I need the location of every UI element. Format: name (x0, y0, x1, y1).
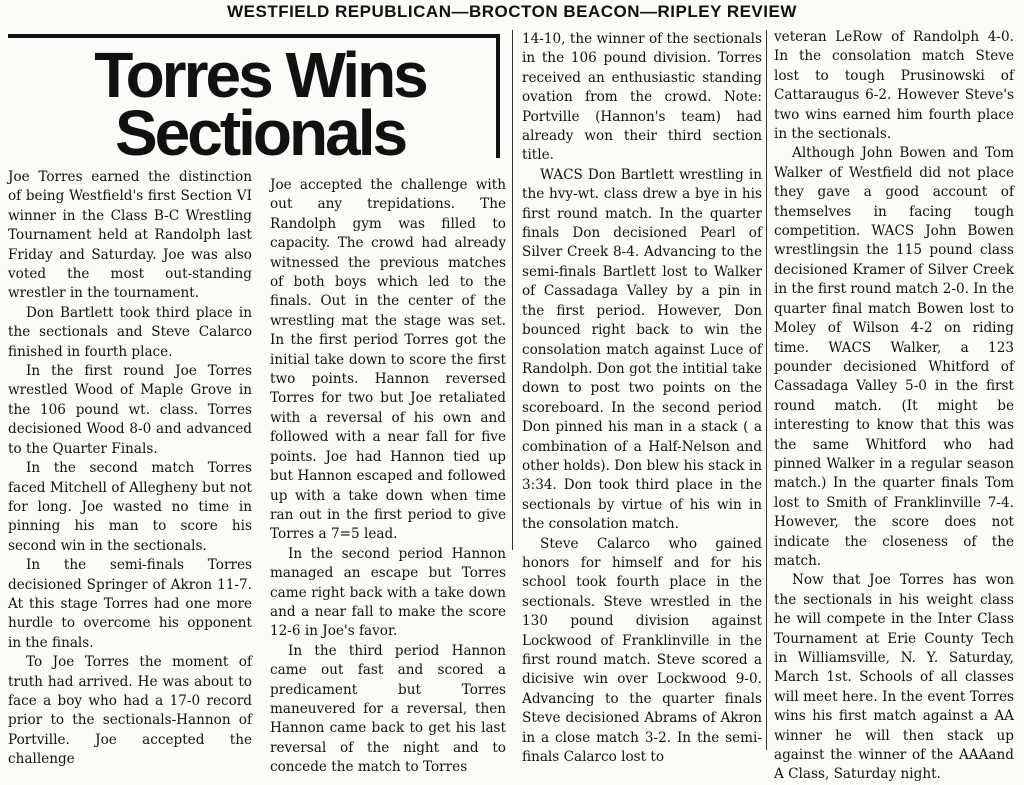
paragraph: Steve Calarco who gained honors for himself and for his school took fourth place in the sectionals. Steve wrestled in the 130 pound division against Lockwood of Franklinville in the first round match. Steve scored a dicisive win over Lockwood 9-0. Advancing to the quarter finals Steve decisioned Abrams of Akron in a close match 3-2. In the semi-finals Calarco lost to (522, 535, 762, 766)
article-column-3 (522, 30, 762, 767)
column-divider (766, 30, 767, 750)
paragraph: In the second match Torres faced Mitchell of Allegheny but not for long. Joe wasted no time in pinning his man to score his second win in the sectionals. (8, 460, 252, 554)
headline-line-2: Sectionals (114, 97, 406, 169)
article-column-4 (774, 28, 1014, 785)
paragraph: Now that Joe Torres has won the sectionals in his weight class he will compete in the Inter Class Tournament at Erie County Tech in Williamsville, N. Y. Saturday, March 1st. Schools of all classes will meet here. In the event Torres wins his first match against a AA winner he will then stack up against the winner of the AAAand A Class, Saturday night. (774, 572, 1014, 783)
paragraph: In the semi-finals Torres decisioned Springer of Akron 11-7. At this stage Torres had one more hurdle to overcome his opponent in the finals. (8, 557, 252, 651)
paragraph: 14-10, the winner of the sectionals in the 106 pound division. Torres received an enthusiastic standing ovation from the crowd. Note: Portville (Hannon's team) had already won their third section title. (522, 31, 762, 164)
paragraph: Joe Torres earned the distinction of being Westfield's first Section VI winner in the Class B-C Wrestling Tournament held at Randolph last Friday and Saturday. Joe was also voted the most out-standing wrestler in the tournament. (8, 169, 252, 302)
headline (40, 39, 480, 169)
headline-line-1: Torres Wins (94, 39, 426, 111)
article-column-1 (8, 168, 252, 770)
paragraph: In the second period Hannon managed an escape but Torres came right back with a take down and a near fall to make the score 12-6 in Joe's favor. (270, 545, 506, 640)
paragraph: To Joe Torres the moment of truth had arrived. He was about to face a boy who had a 17-0 record prior to the sectionals-Hannon of Portville. Joe accepted the challenge (8, 654, 252, 768)
paragraph: veteran LeRow of Randolph 4-0. In the consolation match Steve lost to tough Prusinowski of Cattaraugus 6-2. However Steve's two wins earned him fourth place in the sectionals. (774, 29, 1014, 143)
paragraph: In the third period Hannon came out fast and scored a predicament but Torres maneuvered for a reversal, then Hannon came back to get his last reversal of the night and to concede the match to Torres (270, 642, 506, 776)
paragraph: Joe accepted the challenge with out any trepidations. The Randolph gym was filled to capacity. The crowd had already witnessed the previous matches of both boys which led to the finals. Out in the center of the wrestling mat the stage was set. In the first period Torres got the initial take down to score the first two points. Hannon reversed Torres for two but Joe retaliated with a reversal of his own and followed with a near fall for five points. Joe had Hannon tied up but Hannon escaped and followed up with a take down when time ran out in the first period to give Torres a 7=5 lead. (270, 177, 506, 543)
paragraph: Although John Bowen and Tom Walker of Westfield did not place they gave a good account of themselves in facing tough competition. WACS John Bowen wrestlingsin the 115 pound class decisioned Kramer of Silver Creek in the first round match 2-0. In the quarter final match Bowen lost to Moley of Wilson 4-2 on riding time. WACS Walker, a 123 pounder decisioned Whitford of Cassadaga Valley 5-0 in the first round match. (It might be interesting to know that this was the same Whitford who had pinned Walker in a regular season match.) In the quarter finals Tom lost to Smith of Franklinville 7-4. However, the score does not indicate the closeness of the match. (774, 145, 1014, 569)
paragraph: In the first round Joe Torres wrestled Wood of Maple Grove in the 106 pound wt. class. Torres decisioned Wood 8-0 and advanced to the Quarter Finals. (8, 363, 252, 457)
article-column-2 (270, 176, 506, 778)
masthead: WESTFIELD REPUBLICAN—BROCTON BEACON—RIPLEY REVIEW (227, 2, 797, 21)
paragraph: Don Bartlett took third place in the sectionals and Steve Calarco finished in fourth place. (8, 304, 252, 360)
paragraph: WACS Don Bartlett wrestling in the hvy-wt. class drew a bye in his first round match. In the quarter finals Don decisioned Pearl of Silver Creek 8-4. Advancing to the semi-finals Bartlett lost to Walker of Cassadaga Valley by a pin in the first period. However, Don bounced right back to win the consolation match against Luce of Randolph. Don got the intitial take down to post two points on the scoreboard. In the second period Don pinned his man in a stack ( a combination of a Half-Nelson and other holds). Don blew his stack in 3:34. Don took third place in the sectionals by virtue of his win in the consolation match. (522, 166, 762, 533)
column-divider (512, 30, 513, 550)
